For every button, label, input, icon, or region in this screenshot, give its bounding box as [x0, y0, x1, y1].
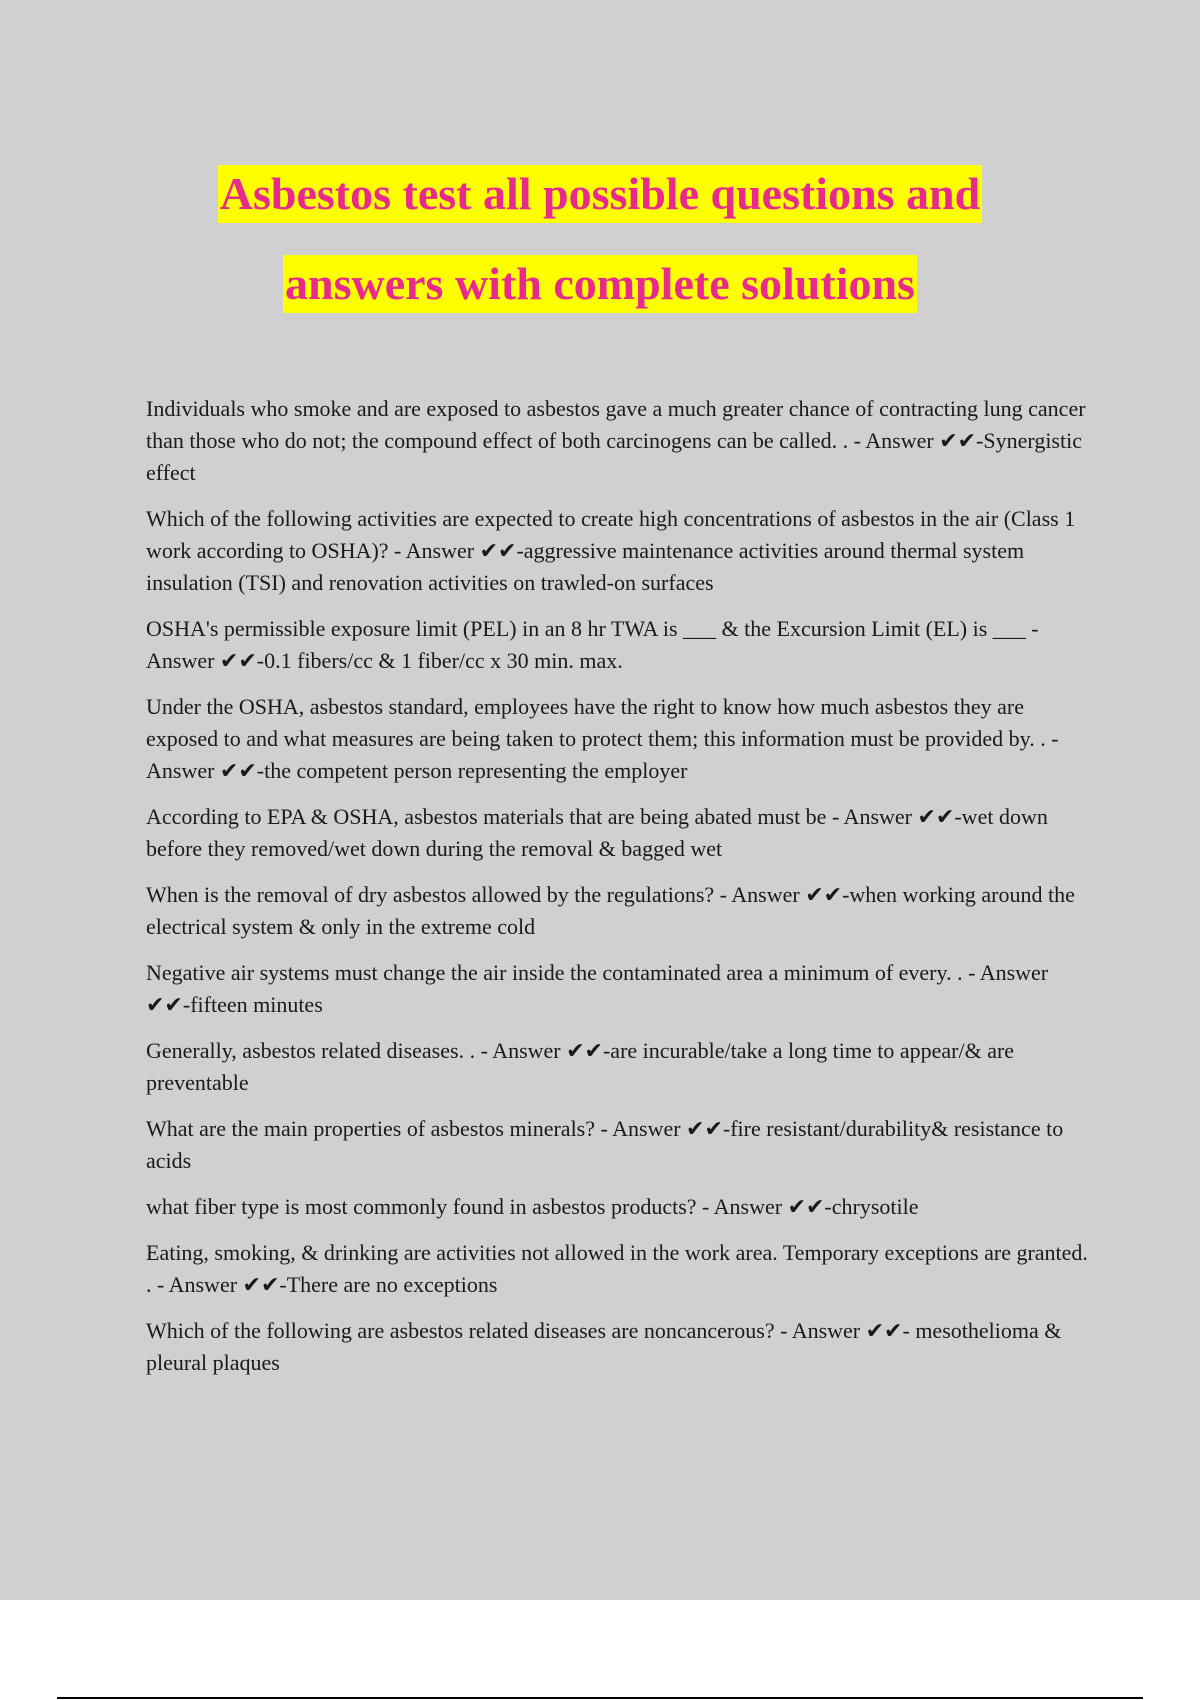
- qa-item: What are the main properties of asbestos minerals? - Answer ✔✔-fire resistant/durability& resistance to acids: [146, 1116, 1064, 1173]
- footer-divider: [57, 1697, 1143, 1699]
- qa-item: Under the OSHA, asbestos standard, employees have the right to know how much asbestos they are exposed to and what measures are being taken to protect them; this information must be provided by. . - Answer ✔✔-the competent person representing the employer: [146, 694, 1059, 783]
- qa-item: When is the removal of dry asbestos allowed by the regulations? - Answer ✔✔-when working around the electrical system & only in the extreme cold: [146, 882, 1075, 939]
- qa-item: Negative air systems must change the air inside the contaminated area a minimum of every. . - Answer ✔✔-fifteen minutes: [146, 960, 1049, 1017]
- title-line-2: answers with complete solutions: [283, 255, 917, 313]
- document-title: [0, 165, 1200, 313]
- qa-item: According to EPA & OSHA, asbestos materials that are being abated must be - Answer ✔✔-wet down before they removed/wet down during the removal & bagged wet: [146, 804, 1048, 861]
- qa-item: Generally, asbestos related diseases. . - Answer ✔✔-are incurable/take a long time to appear/& are preventable: [146, 1038, 1015, 1095]
- qa-list: [146, 393, 1090, 1393]
- qa-item: Which of the following are asbestos related diseases are noncancerous? - Answer ✔✔- mesothelioma & pleural plaques: [146, 1318, 1062, 1375]
- qa-item: OSHA's permissible exposure limit (PEL) in an 8 hr TWA is ___ & the Excursion Limit (EL) is ___ - Answer ✔✔-0.1 fibers/cc & 1 fiber/cc x 30 min. max.: [146, 616, 1039, 673]
- qa-item: what fiber type is most commonly found in asbestos products? - Answer ✔✔-chrysotile: [146, 1194, 919, 1219]
- qa-item: Which of the following activities are expected to create high concentrations of asbestos in the air (Class 1 work according to OSHA)? - Answer ✔✔-aggressive maintenance activities around thermal system insulation (TSI) and renovation activities on trawled-on surfaces: [146, 506, 1076, 595]
- qa-item: Individuals who smoke and are exposed to asbestos gave a much greater chance of contracting lung cancer than those who do not; the compound effect of both carcinogens can be called. . - Answer ✔✔-Synergistic effect: [146, 396, 1086, 485]
- title-line-1: Asbestos test all possible questions and: [218, 165, 982, 223]
- qa-item: Eating, smoking, & drinking are activities not allowed in the work area. Temporary exceptions are granted. . - Answer ✔✔-There are no exceptions: [146, 1240, 1088, 1297]
